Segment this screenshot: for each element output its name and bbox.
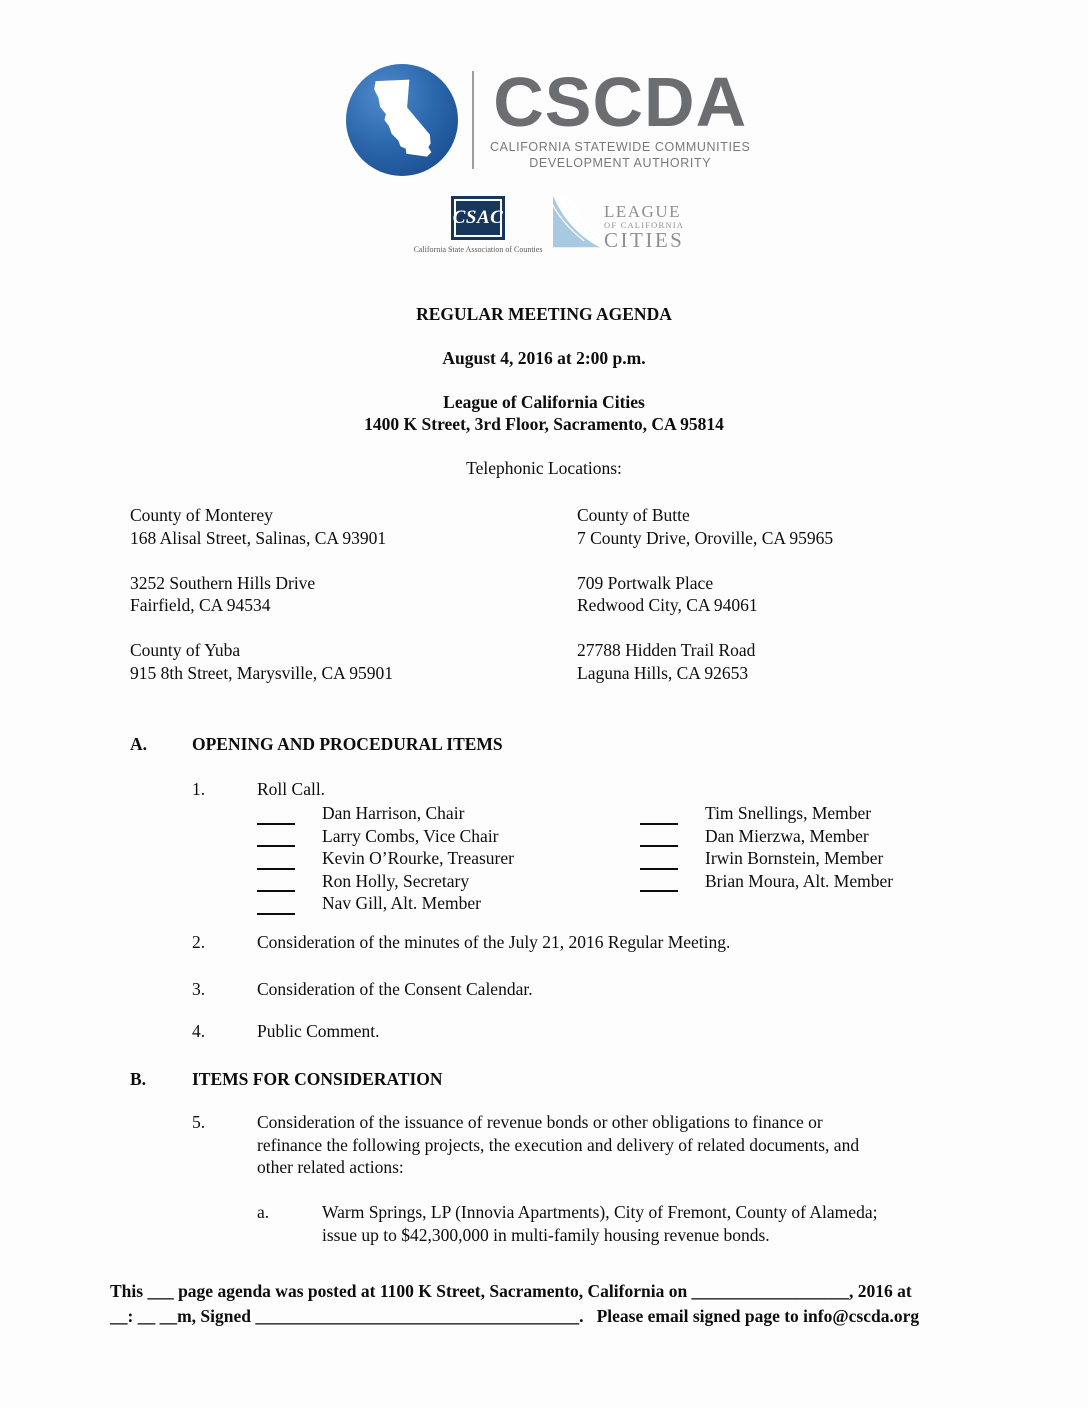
cscda-tagline (490, 139, 750, 171)
csac-caption: California State Association of Counties (413, 245, 543, 254)
location-item (130, 572, 577, 617)
roll-call-row (640, 847, 893, 870)
roll-call-name: Nav Gill, Alt. Member (322, 893, 481, 913)
item-5a-letter: a. (257, 1202, 270, 1222)
roll-call-blank (640, 827, 678, 847)
roll-call-blank (257, 895, 295, 915)
item-5a-line: Warm Springs, LP (Innovia Apartments), City of Fremont, County of Alameda; (322, 1202, 878, 1222)
roll-call-row (640, 870, 893, 893)
location-item (577, 504, 833, 549)
item-3-text: Consideration of the Consent Calendar. (257, 979, 533, 999)
roll-call-name: Kevin O’Rourke, Treasurer (322, 848, 514, 868)
roll-call-name: Ron Holly, Secretary (322, 870, 470, 891)
item-4-number: 4. (192, 1021, 206, 1041)
location-name: 709 Portwalk Place (577, 572, 714, 593)
california-circle-icon (346, 64, 458, 176)
roll-call-blank (640, 805, 678, 825)
location-item (130, 639, 577, 684)
section-a-title: OPENING AND PROCEDURAL ITEMS (192, 734, 503, 754)
roll-call-name: Tim Snellings, Member (705, 803, 872, 823)
item-2-number: 2. (192, 932, 206, 952)
meeting-datetime: August 4, 2016 at 2:00 p.m. (442, 348, 646, 368)
item-5a-line: issue up to $42,300,000 in multi-family housing revenue bonds. (322, 1224, 770, 1245)
item-5-number: 5. (192, 1112, 206, 1132)
league-line1: LEAGUE (604, 202, 681, 221)
location-name: County of Monterey (130, 505, 273, 525)
roll-call-name: Brian Moura, Alt. Member (705, 870, 894, 891)
item-1-text: Roll Call. (257, 779, 326, 799)
league-swoosh-icon (549, 195, 601, 250)
roll-call-blank (257, 805, 295, 825)
footer-line2: __: __ __m, Signed _____________________________________. Please email signed page to info@cscda.org (110, 1306, 920, 1326)
footer-line1: This ___ page agenda was posted at 1100 K Street, Sacramento, California on __________________, 2016 at (110, 1281, 912, 1301)
csac-box-icon (451, 196, 505, 240)
csac-logo (413, 196, 543, 254)
location-item (577, 572, 833, 617)
roll-call-blank (257, 872, 295, 892)
roll-call-row (257, 802, 514, 825)
roll-call-row (257, 892, 514, 915)
item-2-text: Consideration of the minutes of the July 21, 2016 Regular Meeting. (257, 932, 731, 952)
league-text (604, 203, 684, 251)
item-5-text (257, 1111, 859, 1179)
location-name: 3252 Southern Hills Drive (130, 572, 316, 593)
league-logo (549, 195, 684, 251)
posting-footer (110, 1279, 919, 1329)
section-a-header (130, 733, 503, 756)
location-item (130, 504, 577, 549)
item-5a-text (322, 1201, 877, 1246)
logo-divider (472, 71, 474, 169)
agenda-item-3 (192, 978, 533, 1001)
location-name: County of Butte (577, 505, 690, 525)
telephonic-locations-list (130, 504, 833, 684)
agenda-item-5 (192, 1111, 859, 1179)
location-address: Fairfield, CA 94534 (130, 595, 271, 615)
roll-call-row (640, 802, 893, 825)
cscda-tagline-line1: CALIFORNIA STATEWIDE COMMUNITIES (490, 140, 751, 154)
roll-call-blank (257, 827, 295, 847)
location-name: 27788 Hidden Trail Road (577, 640, 756, 660)
item-3-number: 3. (192, 979, 206, 999)
venue-name: League of California Cities (443, 392, 645, 412)
roll-call-right-column (640, 802, 893, 892)
roll-call-name: Larry Combs, Vice Chair (322, 825, 499, 846)
roll-call-name: Irwin Bornstein, Member (705, 848, 884, 868)
csac-acronym: CSAC (452, 207, 504, 228)
cscda-acronym: CSCDA (493, 63, 748, 141)
location-address: 915 8th Street, Marysville, CA 95901 (130, 662, 393, 683)
venue-address: 1400 K Street, 3rd Floor, Sacramento, CA 95814 (364, 414, 724, 434)
location-address: Redwood City, CA 94061 (577, 595, 758, 615)
location-address: Laguna Hills, CA 92653 (577, 662, 749, 683)
location-address: 168 Alisal Street, Salinas, CA 93901 (130, 527, 387, 548)
cscda-wordmark (490, 63, 751, 171)
cscda-tagline-line2: DEVELOPMENT AUTHORITY (529, 156, 712, 170)
agenda-item-1 (192, 778, 325, 801)
location-address: 7 County Drive, Oroville, CA 95965 (577, 527, 834, 548)
roll-call-name: Dan Harrison, Chair (322, 803, 465, 823)
section-b-letter: B. (130, 1069, 147, 1089)
agenda-item-2 (192, 931, 730, 954)
telephonic-locations-label: Telephonic Locations: (466, 458, 622, 478)
roll-call-row (257, 870, 514, 893)
item-5-line: refinance the following projects, the execution and delivery of related documents, and (257, 1134, 860, 1155)
league-line3: CITIES (604, 228, 685, 252)
section-a-letter: A. (130, 734, 148, 754)
item-5-line: other related actions: (257, 1157, 404, 1177)
roll-call-row (257, 847, 514, 870)
roll-call-row (257, 825, 514, 848)
roll-call-left-column (257, 802, 514, 915)
league-line2: OF CALIFORNIA (604, 220, 685, 230)
roll-call-blank (640, 872, 678, 892)
roll-call-name: Dan Mierzwa, Member (705, 825, 869, 846)
roll-call-blank (257, 850, 295, 870)
agenda-item-4 (192, 1020, 380, 1043)
section-b-title: ITEMS FOR CONSIDERATION (192, 1069, 443, 1089)
cscda-logo (346, 64, 750, 176)
page-title: REGULAR MEETING AGENDA (416, 304, 672, 324)
roll-call-row (640, 825, 893, 848)
item-5-line: Consideration of the issuance of revenue bonds or other obligations to finance or (257, 1112, 823, 1132)
agenda-item-5a (257, 1201, 877, 1246)
california-state-icon (365, 76, 439, 164)
item-1-number: 1. (192, 779, 206, 799)
section-b-header (130, 1068, 443, 1091)
roll-call-blank (640, 850, 678, 870)
location-name: County of Yuba (130, 640, 241, 660)
location-item (577, 639, 833, 684)
item-4-text: Public Comment. (257, 1021, 380, 1041)
